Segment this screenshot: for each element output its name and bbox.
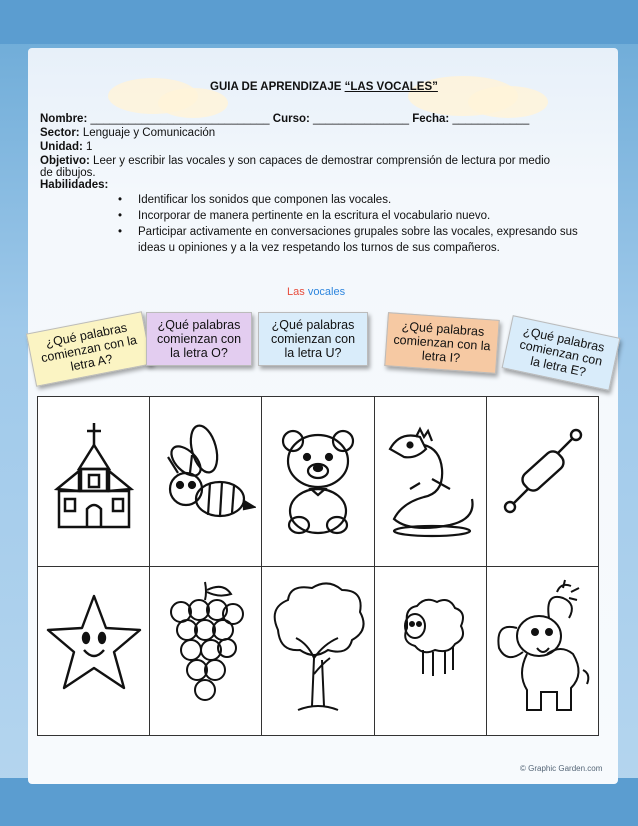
sector-line: Sector: Lenguaje y Comunicación: [40, 127, 216, 139]
list-item: • Incorporar de manera pertinente en la escritura el vocabulario nuevo.: [118, 208, 608, 224]
objetivo-line: Objetivo: Leer y escribir las vocales y son capaces de demostrar comprensión de lectura por medio: [40, 155, 551, 167]
bear-icon: [273, 419, 363, 539]
picture-cell: [262, 566, 374, 736]
picture-grid: [37, 396, 599, 736]
picture-cell: [38, 566, 150, 736]
question-card-a: ¿Qué palabras comienzan con la letra A?: [26, 311, 152, 387]
habilidades-label: Habilidades:: [40, 179, 109, 191]
elephant-icon: [487, 578, 597, 718]
rolling-pin-icon: [492, 419, 592, 539]
picture-cell: [150, 397, 262, 567]
church-icon: [49, 419, 139, 539]
vocales-heading: Las vocales: [287, 286, 346, 298]
picture-cell: [486, 566, 598, 736]
name-course-date-line: Nombre: ____________________________ Curso: _______________ Fecha: ____________: [40, 113, 530, 125]
picture-cell: [150, 566, 262, 736]
question-card-i: ¿Qué palabras comienzan con la letra I?: [384, 312, 499, 374]
question-card-e: ¿Qué palabras comienzan con la letra E?: [502, 315, 621, 391]
picture-cell: [38, 397, 150, 567]
star-icon: [44, 588, 144, 708]
frame-bottom-band: [0, 778, 638, 826]
sheep-icon: [385, 588, 475, 708]
objetivo-line-2: de dibujos.: [40, 167, 96, 179]
list-item: • Identificar los sonidos que componen las vocales.: [118, 192, 608, 208]
bee-icon: [156, 419, 256, 539]
list-item: • Participar activamente en conversaciones grupales sobre las vocales, expresando sus ideas u opiniones y a la vez respetando los turnos de sus compañeros.: [118, 224, 608, 256]
image-credit: © Graphic Garden.com: [520, 764, 603, 773]
question-card-o: ¿Qué palabras comienzan con la letra O?: [146, 312, 252, 366]
grapes-icon: [161, 578, 251, 718]
picture-cell: [374, 397, 486, 567]
page-title: GUIA DE APRENDIZAJE “LAS VOCALES”: [210, 81, 438, 93]
tree-icon: [268, 578, 368, 718]
skills-list: [118, 192, 608, 256]
frame-top-band: [0, 0, 638, 44]
unidad-line: Unidad: 1: [40, 141, 93, 153]
question-card-u: ¿Qué palabras comienzan con la letra U?: [258, 312, 368, 366]
picture-cell: [262, 397, 374, 567]
picture-cell: [374, 566, 486, 736]
picture-cell: [486, 397, 598, 567]
iguana-icon: [380, 419, 480, 539]
